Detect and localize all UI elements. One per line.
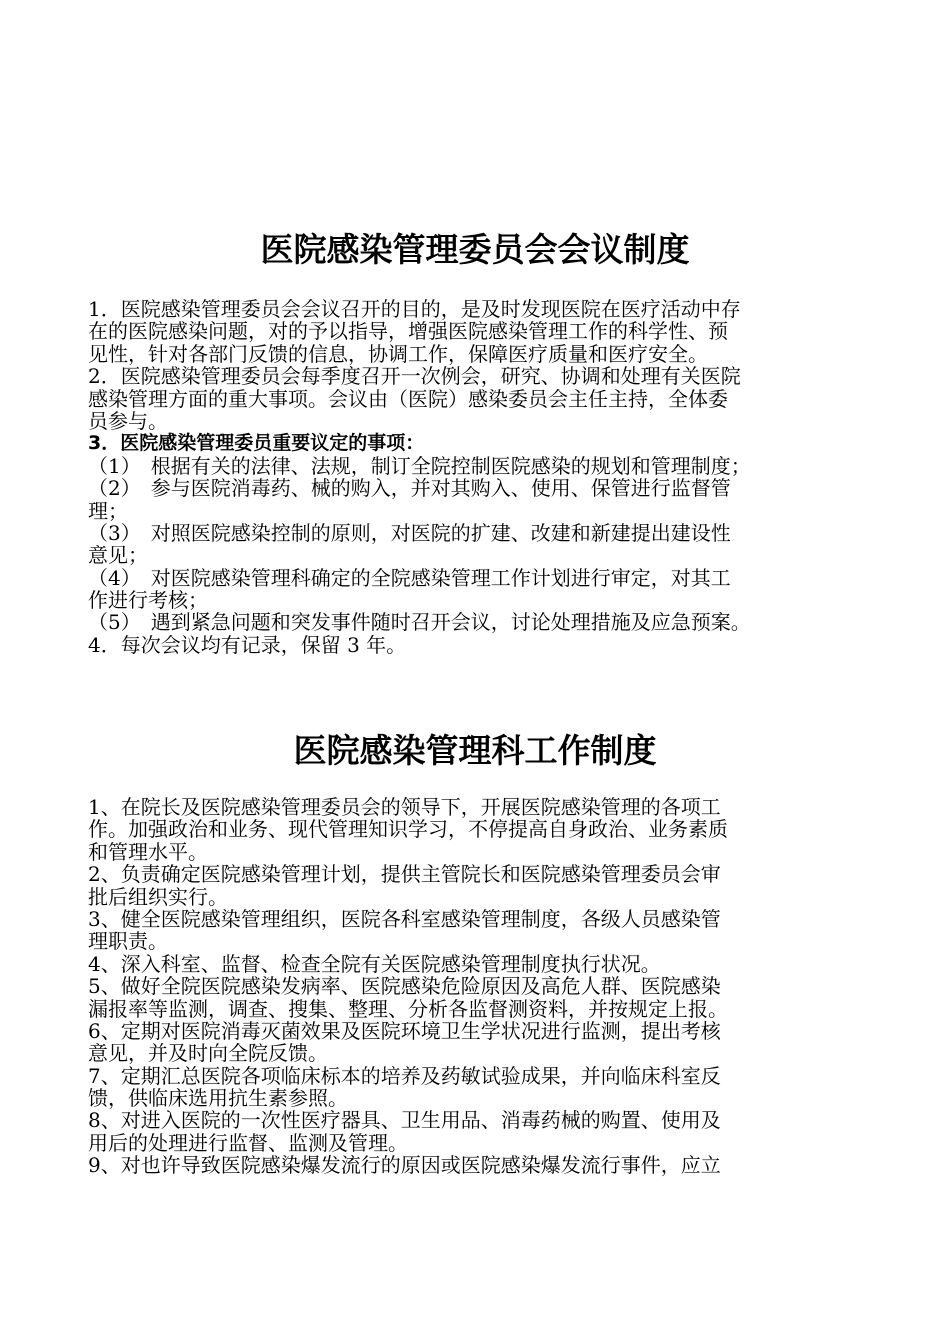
paragraph-line: 3、健全医院感染管理组织，医院各科室感染管理制度，各级人员感染管 [88,907,721,931]
paragraph-line: 2．医院感染管理委员会每季度召开一次例会，研究、协调和处理有关医院 [88,365,741,388]
meeting-system-title: 医院感染管理委员会会议制度 [260,230,690,269]
subheading-line: 3．医院感染管理委员重要议定的事项： [88,432,425,455]
paragraph-line: 和管理水平。 [88,840,208,864]
paragraph-line: 用后的处理进行监督、监测及管理。 [88,1131,408,1155]
paragraph-line: 1．医院感染管理委员会会议召开的目的，是及时发现医院在医疗活动中存 [88,298,741,321]
paragraph-line: 7、定期汇总医院各项临床标本的培养及药敏试验成果，并向临床科室反 [88,1064,721,1088]
paragraph-line: 理职责。 [88,930,168,953]
paragraph-line: 5、做好全院医院感染发病率、医院感染危险原因及高危人群、医院感染 [88,975,721,998]
paragraph-line: 意见，并及时向全院反馈。 [88,1042,328,1065]
paragraph-line: 4、深入科室、监督、检查全院有关医院感染管理制度执行状况。 [88,952,661,976]
list-item-line: （3） 对照医院感染控制的原则，对医院的扩建、改建和新建提出建设性 [88,521,731,545]
paragraph-line: 作。加强政治和业务、现代管理知识学习，不停提高自身政治、业务素质 [88,818,728,841]
paragraph-line: 6、定期对医院消毒灭菌效果及医院环境卫生学状况进行监测，提出考核 [88,1019,721,1043]
paragraph-line: 批后组织实行。 [88,885,228,908]
paragraph-line: 9、对也许导致医院感染爆发流行的原因或医院感染爆发流行事件，应立 [88,1154,721,1177]
paragraph-line: 2、负责确定医院感染管理计划，提供主管院长和医院感染管理委员会审 [88,863,721,886]
paragraph-line: 感染管理方面的重大事项。会议由（医院）感染委员会主任主持，全体委 [88,387,728,410]
department-system-body [88,796,878,1177]
list-item-line: 意见； [88,544,148,567]
paragraph-line: 1、在院长及医院感染管理委员会的领导下，开展医院感染管理的各项工 [88,796,721,819]
paragraph-line: 在的医院感染问题，对的予以指导，增强医院感染管理工作的科学性、预 [88,320,728,343]
list-item-line: （2） 参与医院消毒药、械的购入，并对其购入、使用、保管进行监督管 [88,477,731,500]
list-item-line: 理； [88,499,128,522]
paragraph-line: 漏报率等监测，调查、搜集、整理、分析各监督测资料，并按规定上报。 [88,997,728,1020]
paragraph-line: 馈，供临床选用抗生素参照。 [88,1087,348,1110]
paragraph-line: 8、对进入医院的一次性医疗器具、卫生用品、消毒药械的购置、使用及 [88,1109,721,1132]
paragraph-line: 见性，针对各部门反馈的信息，协调工作，保障医疗质量和医疗安全。 [88,342,708,366]
meeting-system-body [88,298,878,656]
list-item-line: （4） 对医院感染管理科确定的全院感染管理工作计划进行审定，对其工 [88,566,731,590]
department-system-title: 医院感染管理科工作制度 [293,731,657,770]
list-item-line: （1） 根据有关的法律、法规，制订全院控制医院感染的规划和管理制度； [88,454,751,478]
paragraph-line: 员参与。 [88,409,168,433]
paragraph-line: 4．每次会议均有记录，保留 3 年。 [88,633,407,657]
list-item-line: 作进行考核； [88,589,208,612]
list-item-line: （5） 遇到紧急问题和突发事件随时召开会议，讨论处理措施及应急预案。 [88,611,751,634]
